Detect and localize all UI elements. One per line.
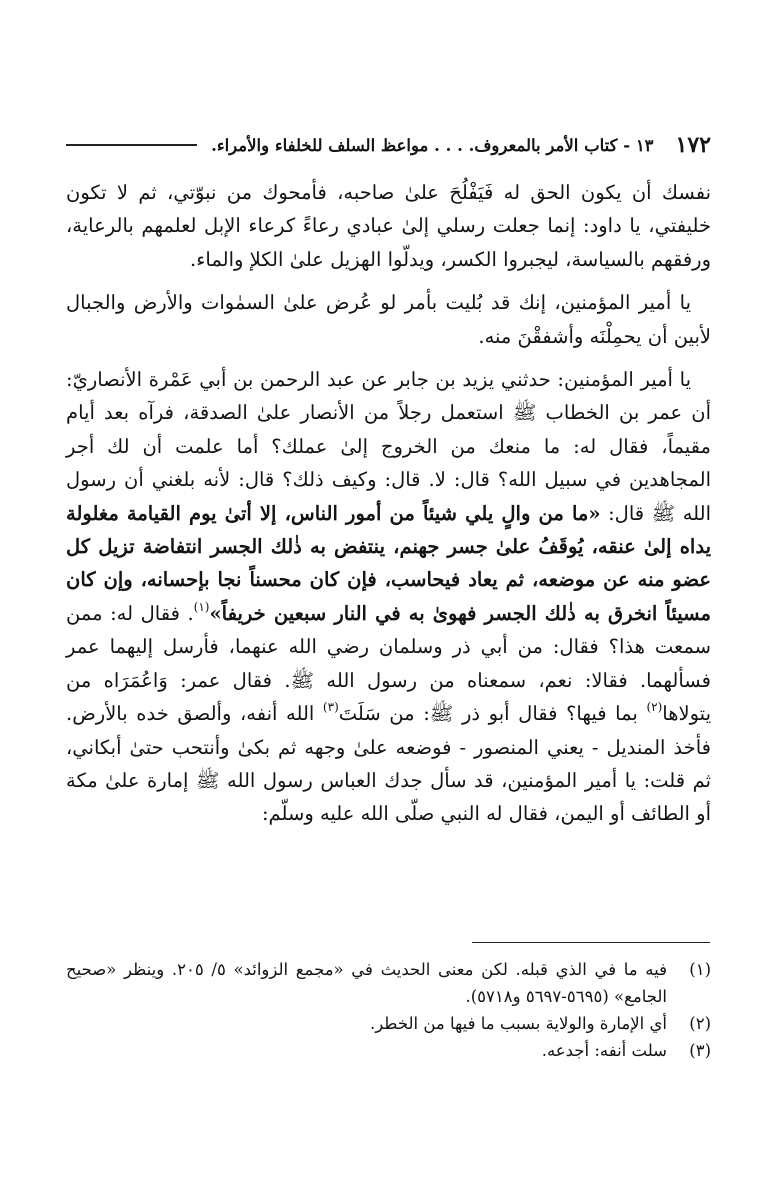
paragraph-3 (66, 363, 711, 831)
paragraph-1: نفسك أن يكون الحق له فَيَفْلُحَ علىٰ صاحبه، فأمحوك من نبوّتي، ثم لا تكون خليفتي، يا داود: إنما جعلت رسلي إلىٰ عبادي رعاءً كرعاء الإبل لعلمهم بالرعاية، ورفقهم بالسياسة، ليجبروا الكسر، ويدلّوا الهزيل علىٰ الكلإ والماء. (66, 181, 711, 271)
paragraph-3-intro: يا أمير المؤمنين: حدثني يزيد بن جابر عن عبد الرحمن بن أبي عَمْرة الأنصاريّ: أن عمر بن الخطاب ﷺ استعمل رجلاً من الأنصار علىٰ الصدقة، فرآه بعد أيام مقيماً، فقال له: ما منعك من الخروج إلىٰ عملك؟ أما علمت أن لك أجر المجاهدين في سبيل الله؟ قال: لا. قال: وكيف ذلك؟ قال: لأنه بلغني أن رسول الله ﷺ قال: (66, 368, 711, 525)
hadith-quote: «ما من والٍ يلي شيئاً من أمور الناس، إلا أتىٰ يوم القيامة مغلولة يداه إلىٰ عنقه، يُوقَفُ علىٰ جسر جهنم، ينتفض به ذٰلك الجسر انتفاضة تزيل كل عضو منه عن موضعه، ثم يعاد فيحاسب، فإن كان محسناً نجا بإحسانه، وإن كان مسيئاً انخرق به ذٰلك الجسر فهوىٰ به في النار سبعين خريفاً» (66, 501, 711, 625)
page-header (66, 128, 711, 162)
footnote-ref-3[interactable]: (٣) (322, 700, 339, 715)
paragraph-2: يا أمير المؤمنين، إنك قد بُليت بأمر لو عُرض علىٰ السمٰوات والأرض والجبال لأبين أن يحمِلْنَه وأشفقْنَ منه. (66, 291, 711, 348)
footnote-mark: (٣) (689, 1041, 711, 1060)
page-number: ١٧٢ (675, 132, 711, 158)
footnote-1 (66, 956, 711, 1010)
paragraph-3-continuation: . فقال له: ممن سمعت هذا؟ فقال: من أبي ذر وسلمان رضي الله عنهما، فأرسل إليهما عمر فسألهما. فقالا: نعم، سمعناه من رسول الله ﷺ. فقال عمر: وَاعُمَرَاه من يتولاها (66, 601, 711, 726)
footnote-ref-1[interactable]: (١) (193, 599, 210, 614)
running-title: ١٣ - كتاب الأمر بالمعروف. . . . مواعظ السلف للخلفاء والأمراء. (211, 135, 654, 155)
main-text (66, 176, 711, 831)
footnote-text: أي الإمارة والولاية بسبب ما فيها من الخطر. (369, 1014, 667, 1033)
footnote-ref-2[interactable]: (٢) (646, 700, 663, 715)
footnote-3 (66, 1037, 711, 1064)
footnote-mark: (١) (689, 960, 711, 979)
paragraph-3-ending: الله أنفه، وألصق خده بالأرض. فأخذ المنديل - يعني المنصور - فوضعه علىٰ وجهه ثم بكىٰ وأنتحب حتىٰ أبكاني، ثم قلت: يا أمير المؤمنين، قد سأل جدك العباس رسول الله ﷺ إمارة علىٰ مكة أو الطائف أو اليمن، فقال له النبي صلّى الله عليه وسلّم: (66, 702, 711, 826)
footnote-text: فيه ما في الذي قبله. لكن معنى الحديث في «مجمع الزوائد» ٥/ ٢٠٥. وينظر «صحيح الجامع» (٥٦٩٥-٥٦٩٧ و٥٧١٨). (66, 960, 667, 1006)
footnote-text: سلت أنفه: أجدعه. (541, 1041, 667, 1060)
paragraph-3-continuation-2: بما فيها؟ فقال أبو ذر ﷺ: من سَلَتَ (338, 702, 647, 726)
footnote-2 (66, 1010, 711, 1037)
footnote-separator (472, 942, 710, 943)
footnotes (66, 956, 711, 1064)
footnote-mark: (٢) (689, 1014, 711, 1033)
header-rule (66, 144, 197, 146)
